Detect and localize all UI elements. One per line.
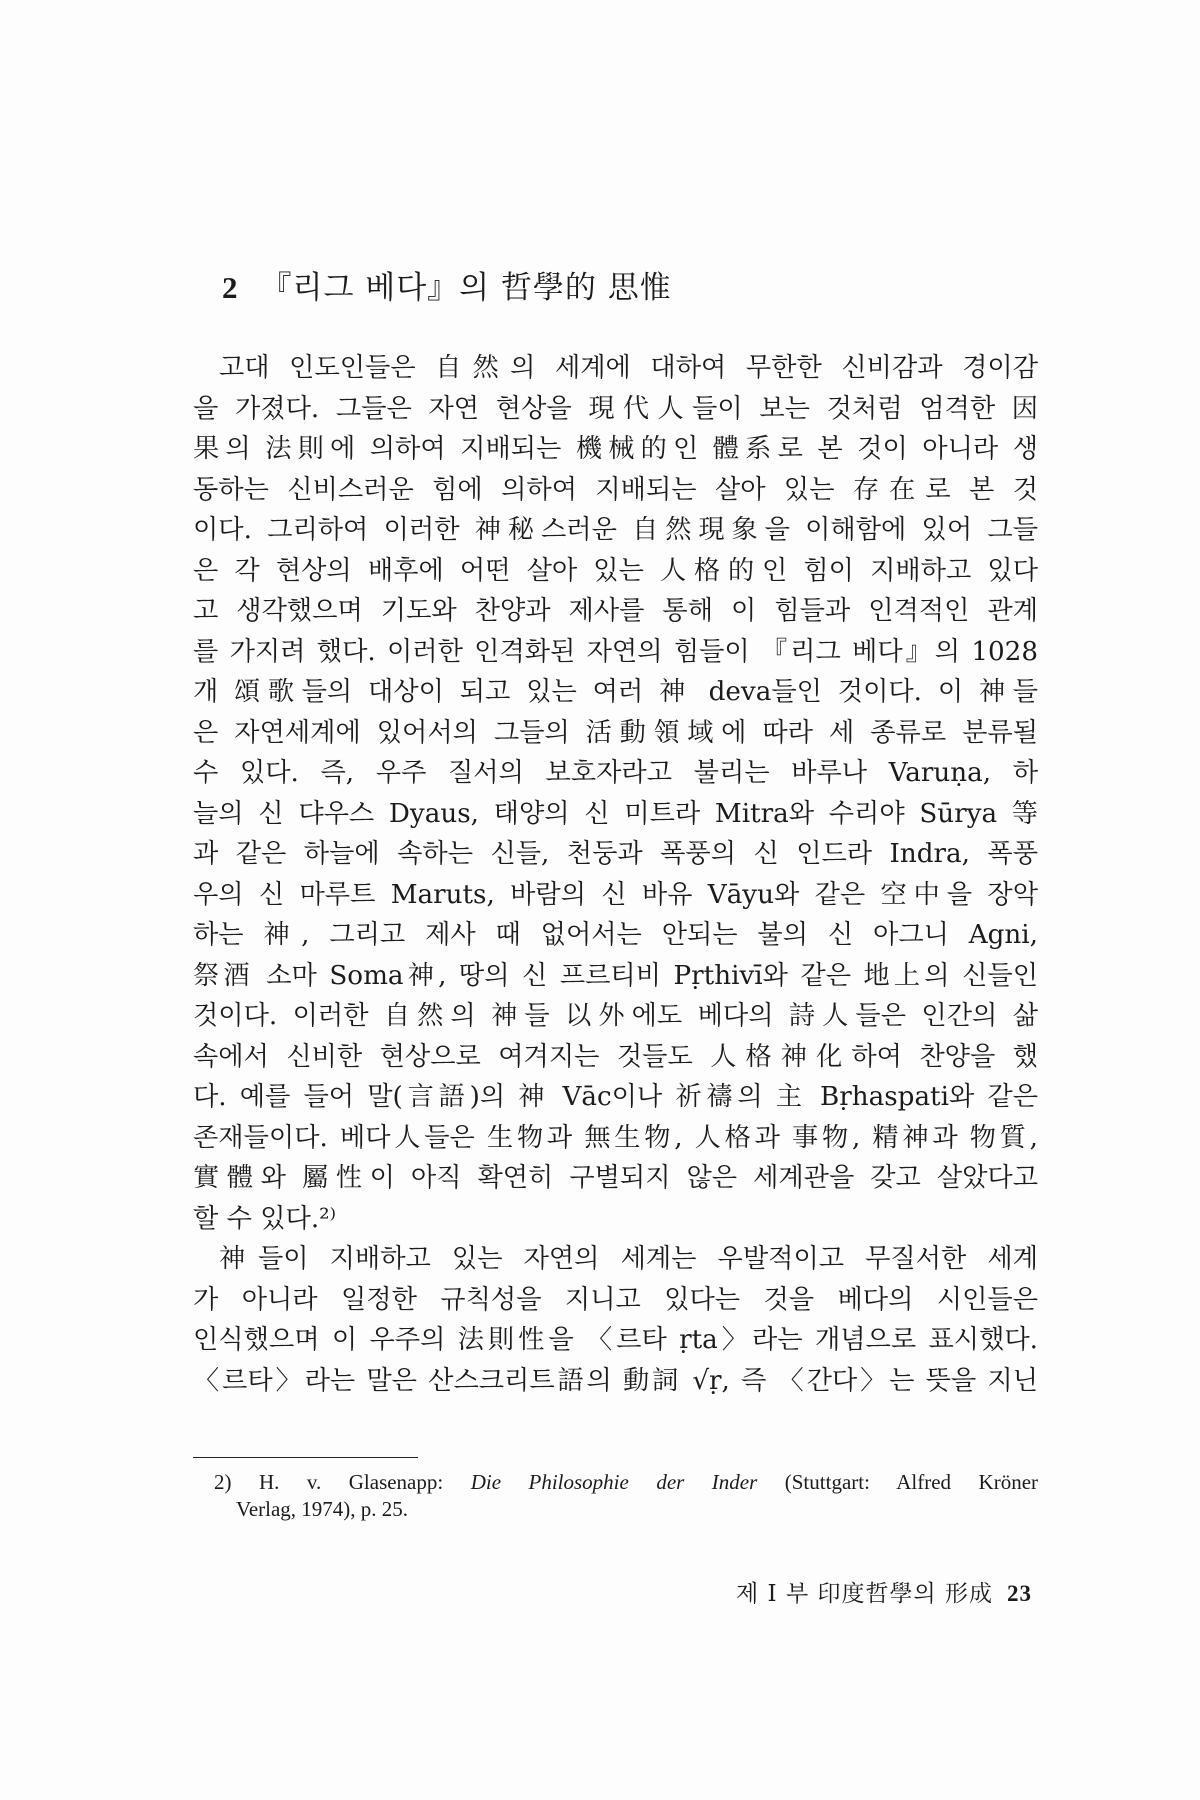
section-heading xyxy=(222,262,672,307)
text-line: 개 頌歌들의 대상이 되고 있는 여러 神 deva들인 것이다. 이 神들 xyxy=(193,677,1038,707)
text-line: 神들이 지배하고 있는 자연의 세계는 우발적이고 무질서한 세계 xyxy=(219,1244,1038,1274)
text-line: 〈르타〉라는 말은 산스크리트語의 動詞 √ṛ, 즉 〈간다〉는 뜻을 지닌 xyxy=(193,1365,1038,1396)
text-line: 祭酒 소마 Soma神, 땅의 신 프르티비 Pṛthivī와 같은 地上의 신들인 xyxy=(193,960,1038,991)
text-line: 수 있다. 즉, 우주 질서의 보호자라고 불리는 바루나 Varuṇa, 하 xyxy=(193,758,1038,788)
text-line: 를 가지려 했다. 이러한 인격화된 자연의 힘들이 『리그 베다』의 1028 xyxy=(193,636,1038,667)
text-line: 이다. 그리하여 이러한 神秘스러운 自然現象을 이해함에 있어 그들 xyxy=(193,515,1038,545)
text-line: 가 아니라 일정한 규칙성을 지니고 있다는 것을 베다의 시인들은 xyxy=(193,1284,1038,1315)
footnote-line xyxy=(214,1469,1038,1496)
section-number: 2 xyxy=(222,270,239,305)
footnote-citation: 2) H. v. Glasenapp: xyxy=(214,1470,471,1494)
text-line: 과 같은 하늘에 속하는 신들, 천둥과 폭풍의 신 인드라 Indra, 폭풍 xyxy=(193,839,1038,869)
text-line: 하는 神, 그리고 제사 때 없어서는 안되는 불의 신 아그니 Agni, xyxy=(193,920,1038,950)
running-footer xyxy=(736,1575,1032,1608)
text-line: 은 자연세계에 있어서의 그들의 活動領域에 따라 세 종류로 분류될 xyxy=(193,717,1038,748)
footnote-divider xyxy=(193,1457,418,1458)
text-line: 동하는 신비스러운 힘에 의하여 지배되는 살아 있는 存在로 본 것 xyxy=(193,474,1038,505)
text-line: 다. 예를 들어 말(言語)의 神 Vāc이나 祈禱의 主 Bṛhaspati와 같은 xyxy=(193,1082,1038,1112)
text-line: 우의 신 마루트 Maruts, 바람의 신 바유 Vāyu와 같은 空中을 장악 xyxy=(193,879,1038,910)
footnote-line: Verlag, 1974), p. 25. xyxy=(236,1497,409,1521)
text-line: 존재들이다. 베다人들은 生物과 無生物, 人格과 事物, 精神과 物質, xyxy=(193,1122,1038,1153)
text-line: 것이다. 이러한 自然의 神들 以外에도 베다의 詩人들은 인간의 삶 xyxy=(193,1001,1038,1031)
footnote xyxy=(214,1469,1038,1523)
text-line: 늘의 신 댜우스 Dyaus, 태양의 신 미트라 Mitra와 수리야 Sūrya 等 xyxy=(193,798,1038,829)
footnote-publisher: (Stuttgart: Alfred Kröner xyxy=(757,1470,1039,1494)
text-line: 은 각 현상의 배후에 어떤 살아 있는 人格的인 힘이 지배하고 있다 xyxy=(193,555,1038,586)
text-line: 實體와 屬性이 아직 확연히 구별되지 않은 세계관을 갖고 살았다고 xyxy=(193,1163,1038,1193)
text-line: 할 수 있다.²⁾ xyxy=(193,1203,337,1234)
text-line: 인식했으며 이 우주의 法則性을 〈르타 ṛta〉라는 개념으로 표시했다. xyxy=(193,1325,1038,1355)
text-line: 고 생각했으며 기도와 찬양과 제사를 통해 이 힘들과 인격적인 관계 xyxy=(193,596,1038,626)
text-line: 을 가졌다. 그들은 자연 현상을 現代人들이 보는 것처럼 엄격한 因 xyxy=(193,393,1038,424)
footnote-book-title: Die Philosophie der Inder xyxy=(470,1470,758,1494)
body-text xyxy=(193,348,1038,1401)
part-title: 제 I 부 印度哲學의 形成 xyxy=(736,1581,993,1607)
page-number: 23 xyxy=(1007,1581,1032,1606)
text-line: 속에서 신비한 현상으로 여겨지는 것들도 人格神化하여 찬양을 했 xyxy=(193,1041,1038,1072)
text-line: 果의 法則에 의하여 지배되는 機械的인 體系로 본 것이 아니라 생 xyxy=(193,434,1038,464)
text-line: 고대 인도인들은 自然의 세계에 대하여 무한한 신비감과 경이감 xyxy=(219,353,1038,383)
section-title: 『리그 베다』의 哲學的 思惟 xyxy=(260,270,672,306)
